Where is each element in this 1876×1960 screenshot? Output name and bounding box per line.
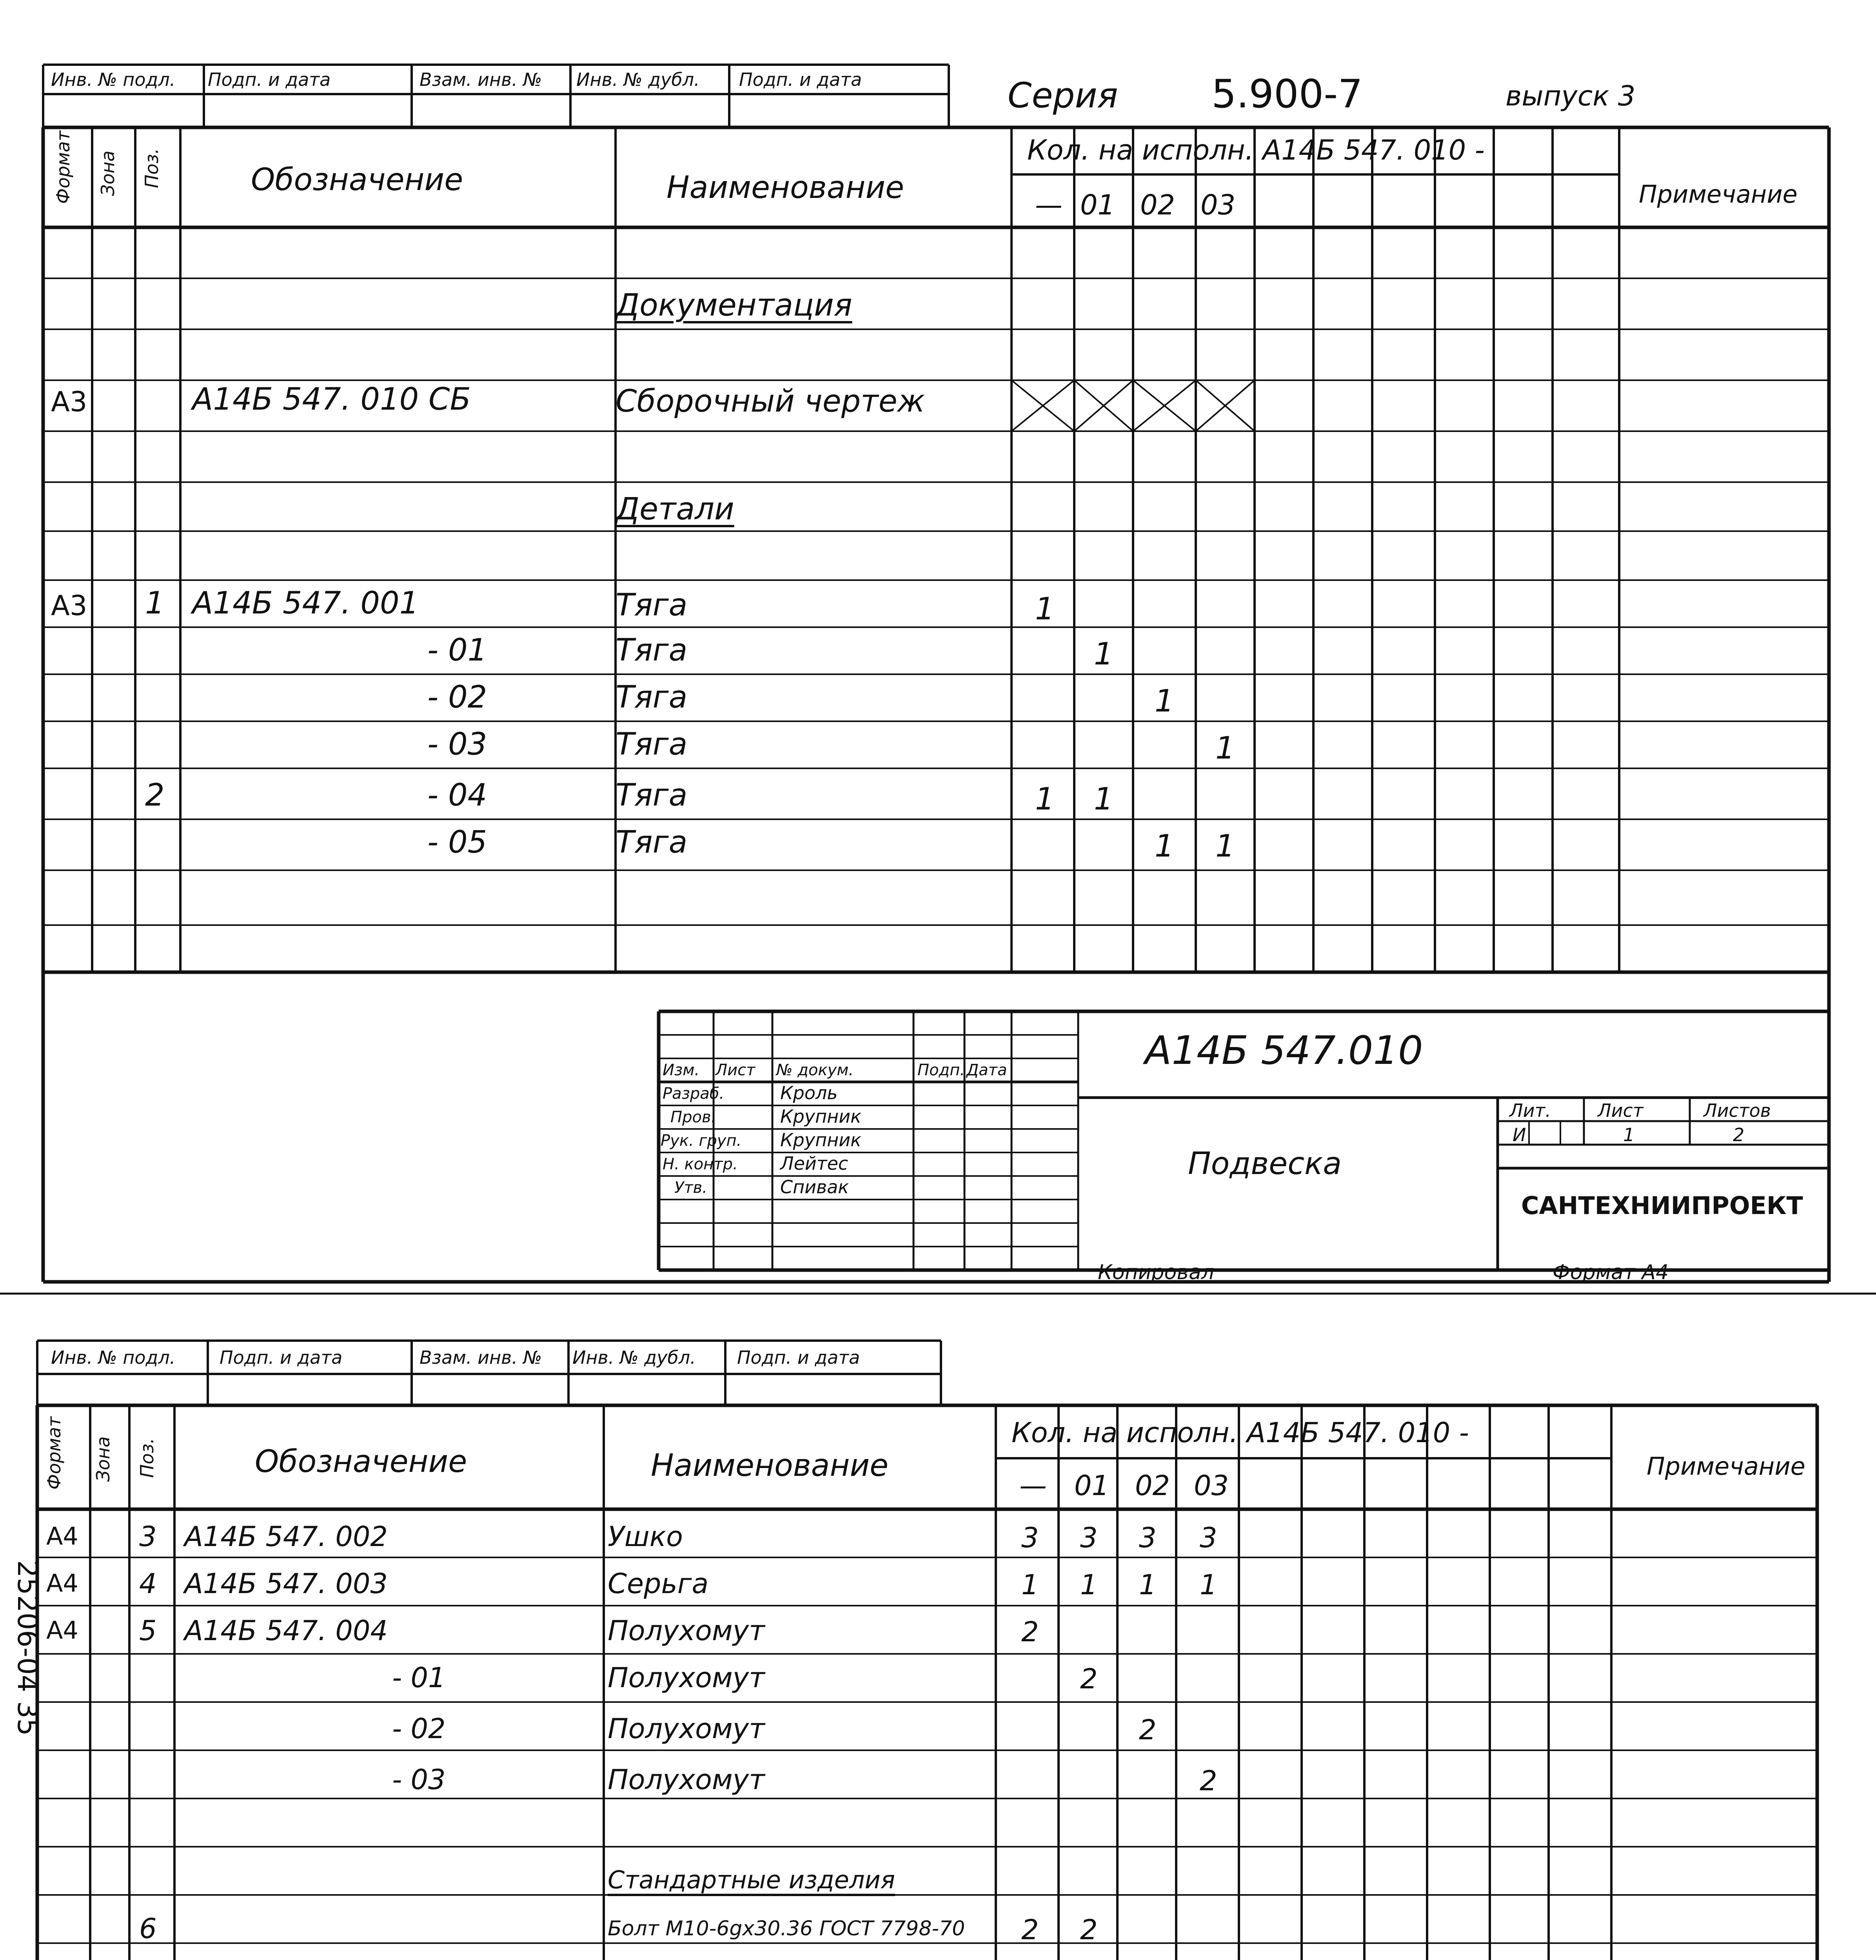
row-designation: - 03 [427,727,487,762]
col-qty-v0: — [1035,189,1062,221]
col-format: Формат [53,131,74,204]
series-issue: выпуск 3 [1506,80,1636,112]
approval-sign-date: Подп. и дата [208,69,331,90]
approval-dup-inv: Инв. № дубл. [576,69,700,90]
col-qty-v2: 02 [1135,1470,1170,1502]
row-heading-standard-items: Стандартные изделия [608,1866,895,1894]
row-qty: 1 [1155,829,1174,864]
tb-hdr-doc: № докум. [776,1061,854,1079]
row-pos: 2 [145,778,165,813]
col-qty-v1: 01 [1074,1470,1110,1502]
row-name: Тяга [616,633,688,668]
copied-label: Копировал [1098,1261,1215,1284]
row-qty: 2 [1080,1663,1098,1695]
row-name: Тяга [616,588,688,623]
approval-sign-date-2: Подп. и дата [737,1347,860,1368]
series-label: Серия [1008,75,1118,116]
row-name: Тяга [616,680,688,715]
row-qty: 1 [1080,1569,1098,1601]
row-qty: 2 [1021,1616,1039,1648]
row-pos: 1 [145,586,165,621]
row-qty: 1 [1021,1569,1039,1601]
tb-person: Крупник [780,1129,861,1151]
row-qty: 2 [1139,1714,1157,1746]
tb-hdr-izm: Изм. [663,1061,700,1079]
col-pos: Поз. [141,148,162,188]
side-archive-number: 25206-04 35 [11,1560,44,1736]
row-pos: 5 [139,1615,157,1647]
approval-inv-no: Инв. № подл. [51,69,176,90]
row-qty: 1 [1215,731,1235,766]
row-qty: 1 [1094,782,1113,817]
approval-inv-no: Инв. № подл. [51,1347,176,1368]
tb-sheet-value: 1 [1623,1124,1635,1145]
row-qty: 2 [1080,1914,1098,1946]
tb-person: Крупник [780,1106,861,1127]
row-qty: 1 [1215,829,1235,864]
col-qty: Кол. на исполн. А14Б 547. 010 - [1012,1417,1469,1449]
series-number: 5.900-7 [1211,71,1363,117]
row-name: Ушко [608,1521,683,1553]
row-qty: 3 [1021,1522,1039,1554]
row-qty: 2 [1021,1914,1039,1946]
row-heading-details: Детали [616,492,734,527]
col-qty-v3: 03 [1194,1470,1229,1502]
tb-org: САНТЕХНИИПРОЕКТ [1521,1191,1803,1220]
row-format: А4 [46,1569,78,1597]
row-format: А3 [51,590,87,622]
row-qty: 3 [1200,1522,1217,1554]
row-qty: 1 [1139,1569,1157,1601]
approval-sign-date-2: Подп. и дата [739,69,862,90]
row-heading-documentation: Документация [616,288,852,323]
row-format: А3 [51,386,87,418]
col-format: Формат [44,1416,65,1490]
row-name: Тяга [616,778,688,813]
tb-sheet-label: Лист [1598,1100,1644,1121]
row-qty: 1 [1155,684,1174,719]
row-designation: - 02 [392,1713,446,1745]
row-designation: - 02 [427,680,487,715]
row-designation: - 03 [392,1764,446,1796]
row-designation: А14Б 547. 003 [184,1568,388,1600]
row-pos: 4 [139,1568,157,1600]
col-qty: Кол. на исполн. А14Б 547. 010 - [1027,134,1485,166]
row-qty: 2 [1200,1765,1217,1797]
tb-role: Рук. груп. [661,1132,742,1150]
approval-sign-date: Подп. и дата [220,1347,343,1368]
approval-replace-inv: Взам. инв. № [420,69,542,90]
row-designation: А14Б 547. 001 [192,586,419,621]
row-name: Болт М10-6gх30.36 ГОСТ 7798-70 [608,1917,965,1940]
row-qty: 1 [1035,782,1055,817]
tb-hdr-date: Дата [966,1061,1007,1079]
row-designation: - 04 [427,778,487,813]
row-name: Полухомут [608,1713,765,1745]
col-name: Наименование [651,1448,889,1483]
row-name: Полухомут [608,1615,765,1647]
row-designation: - 01 [427,633,487,668]
col-qty-v3: 03 [1200,189,1236,221]
tb-hdr-list: Лист [716,1061,755,1079]
tb-doc-code: А14Б 547.010 [1145,1027,1423,1073]
col-zone: Зона [97,151,118,196]
col-qty-v2: 02 [1140,189,1175,221]
row-name: Сборочный чертеж [616,384,925,419]
row-qty: 3 [1080,1522,1098,1554]
row-designation: А14Б 547. 002 [184,1521,388,1553]
row-name: Полухомут [608,1764,765,1796]
approval-dup-inv: Инв. № дубл. [572,1347,696,1368]
row-qty: 1 [1200,1569,1217,1601]
row-format: А4 [46,1616,78,1644]
tb-hdr-sign: Подп. [917,1061,965,1079]
row-name: Тяга [616,825,688,860]
tb-person: Спивак [780,1176,849,1198]
col-pos: Поз. [136,1438,158,1478]
col-designation: Обозначение [251,162,463,198]
col-zone: Зона [93,1436,114,1482]
tb-lit-value: И [1513,1124,1526,1145]
row-designation: А14Б 547. 010 СБ [192,382,471,417]
row-name: Серьга [608,1568,709,1600]
col-qty-v0: — [1019,1470,1047,1502]
col-note: Примечание [1639,180,1798,209]
row-name: Тяга [616,727,688,762]
approval-replace-inv: Взам. инв. № [420,1347,542,1368]
tb-role: Разраб. [663,1085,725,1103]
tb-sheets-label: Листов [1703,1100,1771,1121]
row-designation: - 01 [392,1662,446,1694]
row-designation: А14Б 547. 004 [184,1615,388,1647]
row-qty: 1 [1094,637,1113,672]
col-designation: Обозначение [255,1444,467,1479]
tb-role: Пров. [670,1108,716,1126]
tb-role: Н. контр. [663,1155,738,1173]
tb-person: Кроль [780,1082,838,1103]
row-name: Полухомут [608,1662,765,1694]
format-label: Формат А4 [1553,1261,1669,1284]
tb-role: Утв. [674,1179,707,1197]
row-qty: 3 [1139,1522,1157,1554]
col-note: Примечание [1647,1452,1805,1481]
tb-doc-name: Подвеска [1188,1146,1342,1181]
row-pos: 6 [139,1913,157,1945]
row-pos: 3 [139,1521,157,1553]
col-name: Наименование [666,170,904,205]
row-qty: 1 [1035,592,1055,627]
row-format: А4 [46,1522,78,1550]
row-designation: - 05 [427,825,487,860]
tb-sheets-value: 2 [1733,1124,1745,1145]
col-qty-v1: 01 [1080,189,1115,221]
tb-person: Лейтес [780,1153,848,1174]
tb-lit-label: Лит. [1509,1100,1551,1121]
